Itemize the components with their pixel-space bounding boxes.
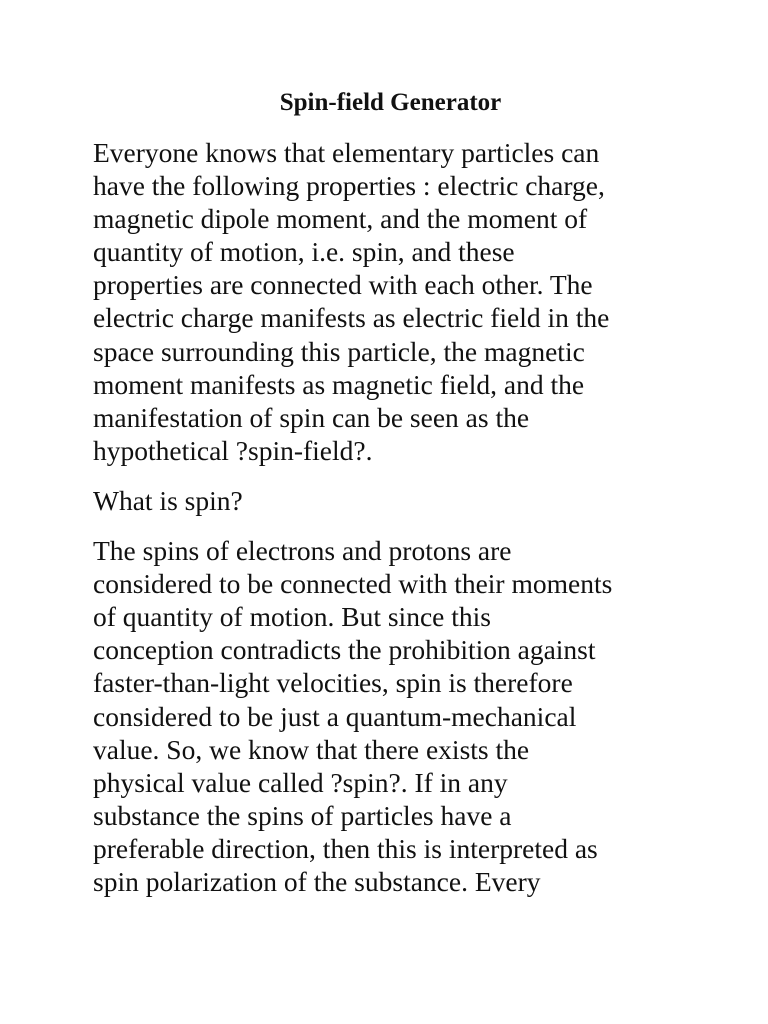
text-line: properties are connected with each other. The bbox=[93, 269, 593, 301]
text-line: moment manifests as magnetic field, and the bbox=[93, 368, 585, 400]
text-line: considered to be just a quantum-mechanical bbox=[93, 700, 577, 732]
text-line: The spins of electrons and protons are bbox=[93, 535, 512, 567]
text-line: value. So, we know that there exists the bbox=[93, 733, 530, 765]
paragraph-intro bbox=[93, 136, 684, 467]
text-line: hypothetical ?spin-field?. bbox=[93, 434, 373, 466]
text-line: electric charge manifests as electric field in the bbox=[93, 302, 610, 334]
text-line: faster-than-light velocities, spin is therefore bbox=[93, 667, 573, 699]
text-line: spin polarization of the substance. Every bbox=[93, 865, 541, 897]
text-line: substance the spins of particles have a bbox=[93, 799, 512, 831]
document-title: Spin-field Generator bbox=[279, 89, 502, 116]
text-line: physical value called ?spin?. If in any bbox=[93, 766, 508, 798]
text-line: manifestation of spin can be seen as the bbox=[93, 401, 530, 433]
text-line: of quantity of motion. But since this bbox=[93, 601, 491, 633]
text-line: What is spin? bbox=[93, 484, 243, 516]
text-line: magnetic dipole moment, and the moment of bbox=[93, 203, 588, 235]
text-line: Everyone knows that elementary particles can bbox=[93, 137, 600, 168]
paragraph-question bbox=[93, 484, 684, 517]
text-line: have the following properties : electric charge, bbox=[93, 170, 605, 202]
text-line: conception contradicts the prohibition against bbox=[93, 634, 596, 666]
text-line: preferable direction, then this is interpreted as bbox=[93, 832, 598, 864]
text-line: considered to be connected with their moments bbox=[93, 568, 613, 600]
text-line: space surrounding this particle, the magnetic bbox=[93, 335, 585, 367]
paragraph-spin-explanation bbox=[93, 534, 684, 898]
text-line: quantity of motion, i.e. spin, and these bbox=[93, 236, 515, 268]
